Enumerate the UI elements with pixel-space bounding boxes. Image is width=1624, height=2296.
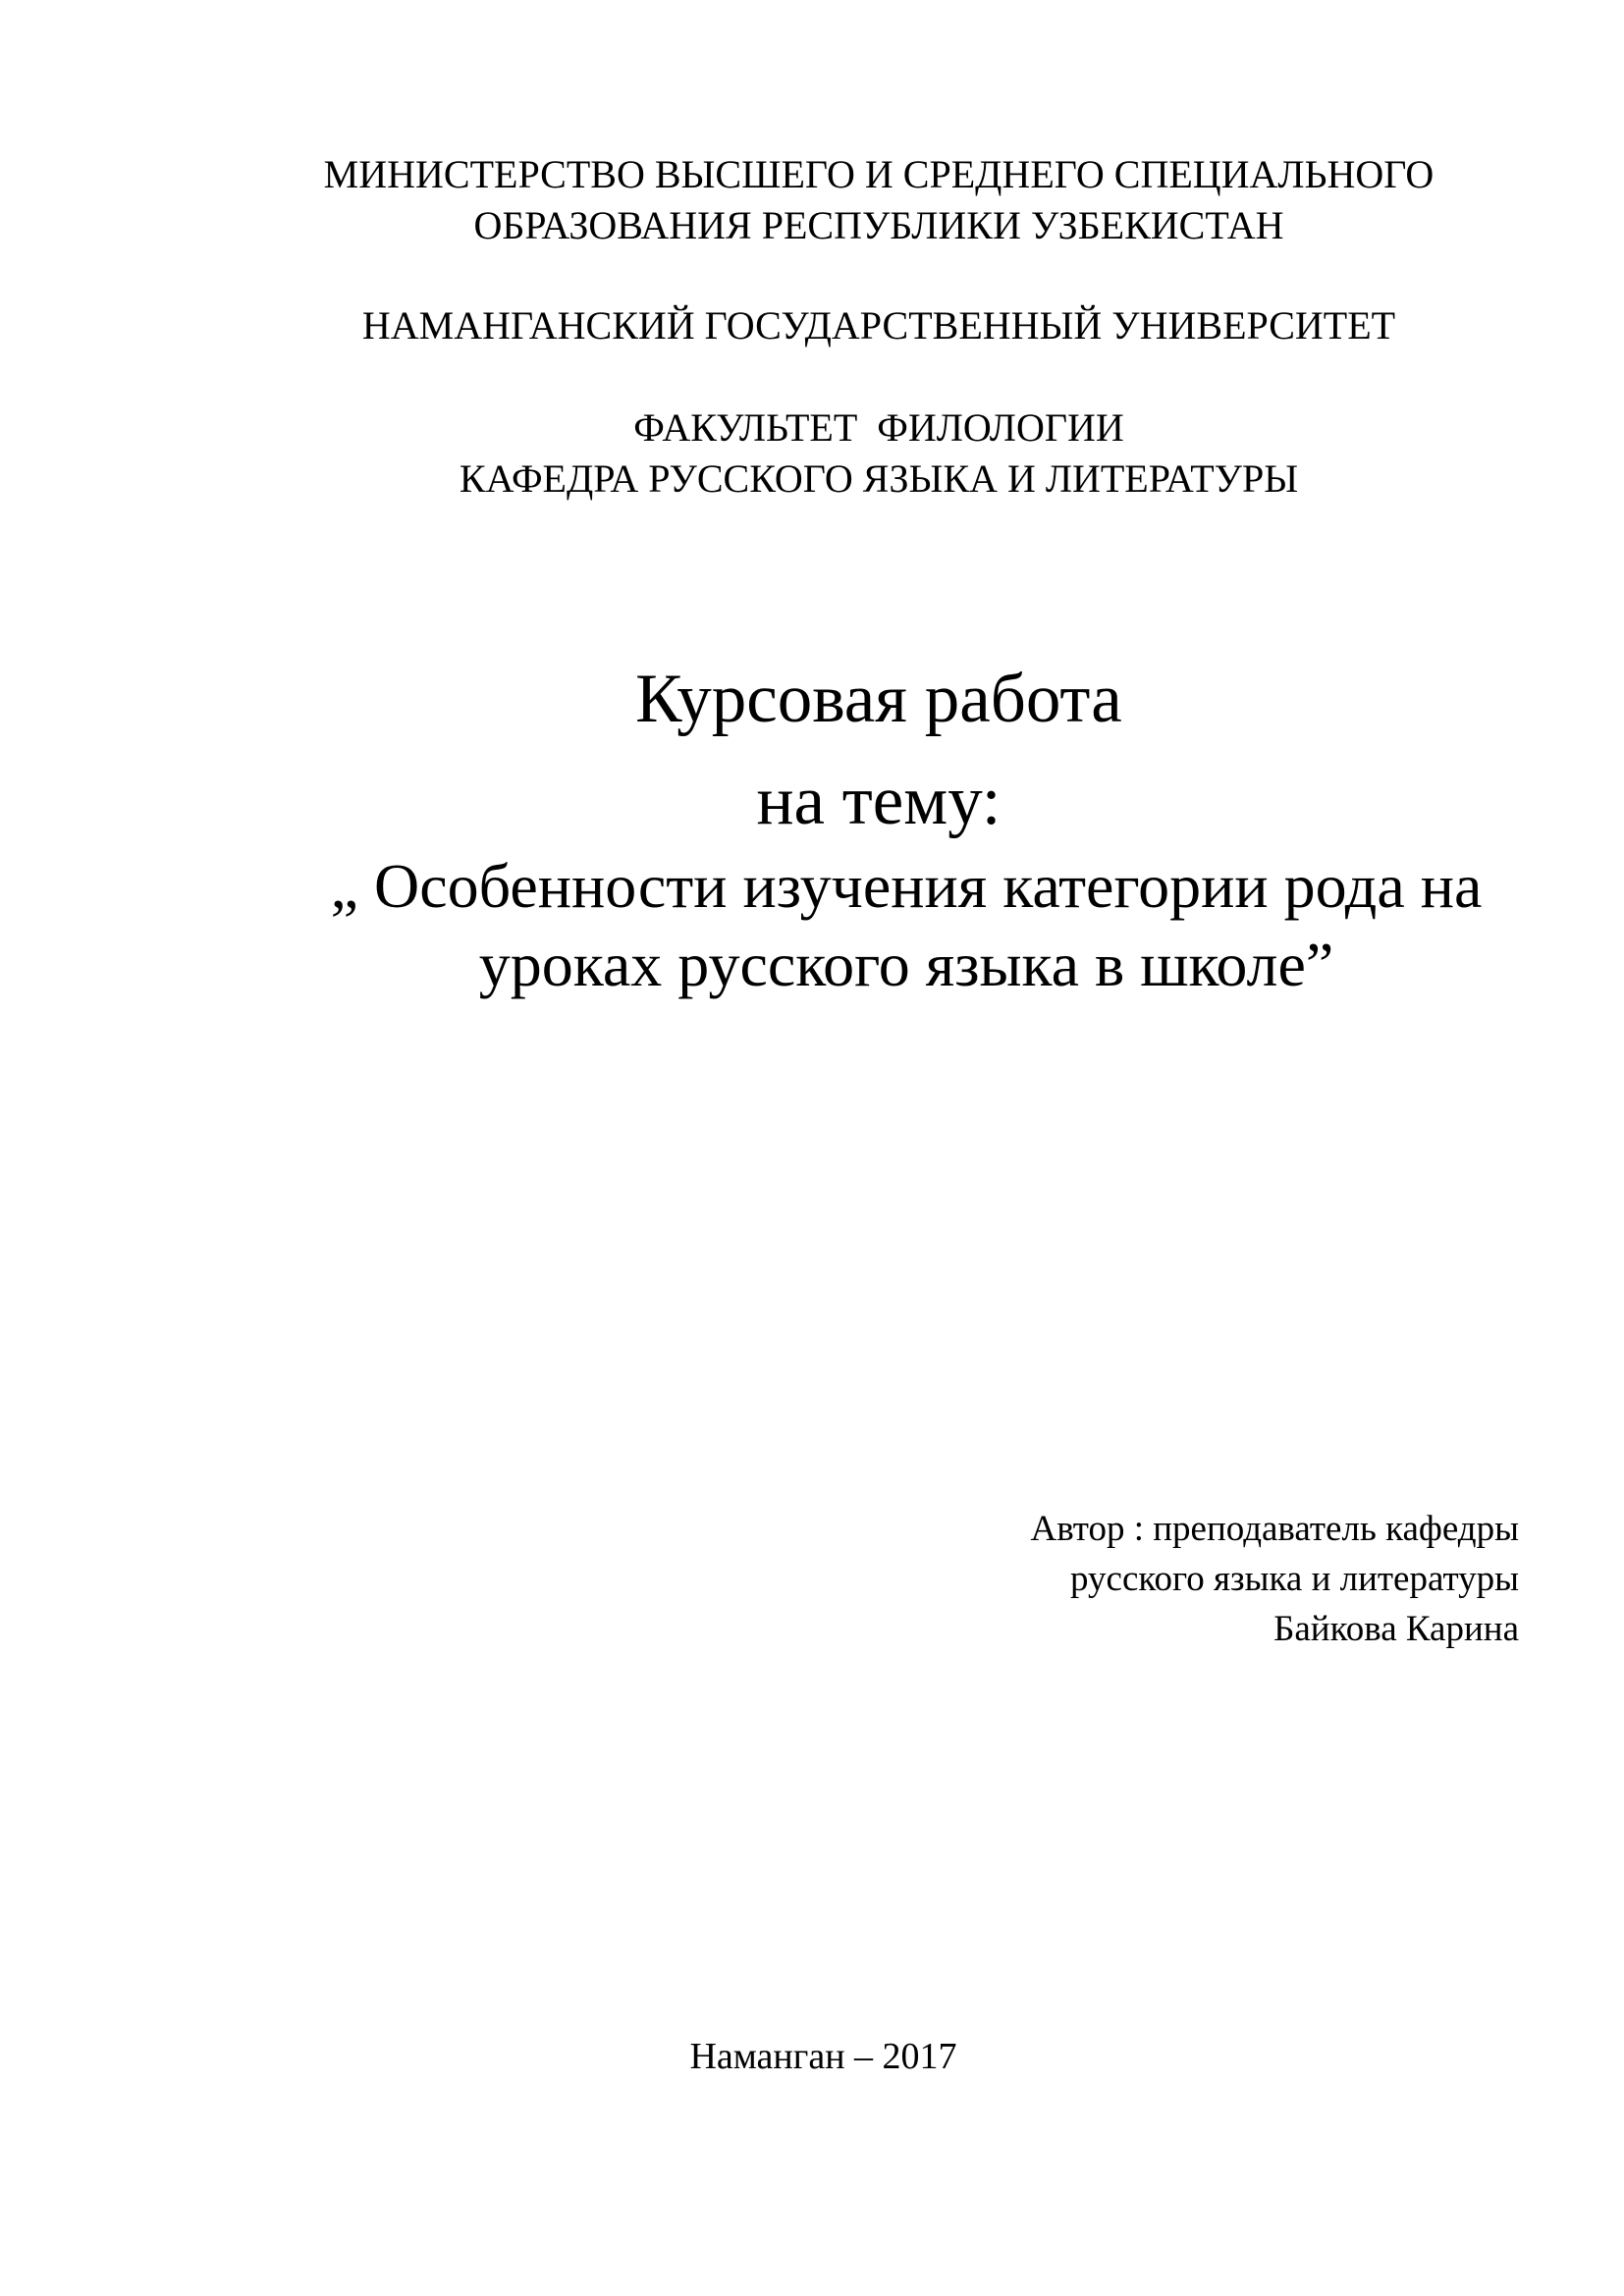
- ministry-heading: [0, 149, 1624, 251]
- topic-line-2: уроках русского языка в школе”: [478, 930, 1334, 999]
- work-type: Курсовая работа: [635, 661, 1122, 737]
- topic-title: [0, 847, 1624, 1004]
- ministry-line-2: ОБРАЗОВАНИЯ РЕСПУБЛИКИ УЗБЕКИСТАН: [473, 203, 1284, 247]
- city-year: Наманган – 2017: [689, 2036, 957, 2077]
- author-name: Байкова Карина: [1273, 1609, 1519, 1649]
- author-department: русского языка и литературы: [1070, 1559, 1519, 1599]
- department-name: КАФЕДРА РУССКОГО ЯЗЫКА И ЛИТЕРАТУРЫ: [459, 456, 1299, 501]
- faculty-name: ФАКУЛЬТЕТ ФИЛОЛОГИИ: [633, 405, 1124, 450]
- university-name: НАМАНГАНСКИЙ ГОСУДАРСТВЕННЫЙ УНИВЕРСИТЕТ: [361, 303, 1396, 347]
- work-title: [0, 648, 1624, 852]
- university-heading: [0, 300, 1624, 351]
- on-topic-label: на тему:: [756, 763, 1001, 839]
- author-info: [1031, 1504, 1520, 1654]
- author-position: Автор : преподаватель кафедры: [1030, 1509, 1519, 1549]
- place-and-year: [0, 2032, 1624, 2081]
- topic-line-1: „ Особенности изучения категории рода на: [330, 851, 1483, 921]
- ministry-line-1: МИНИСТЕРСТВО ВЫСШЕГО И СРЕДНЕГО СПЕЦИАЛЬНОГО: [323, 152, 1435, 196]
- faculty-heading: [0, 402, 1624, 505]
